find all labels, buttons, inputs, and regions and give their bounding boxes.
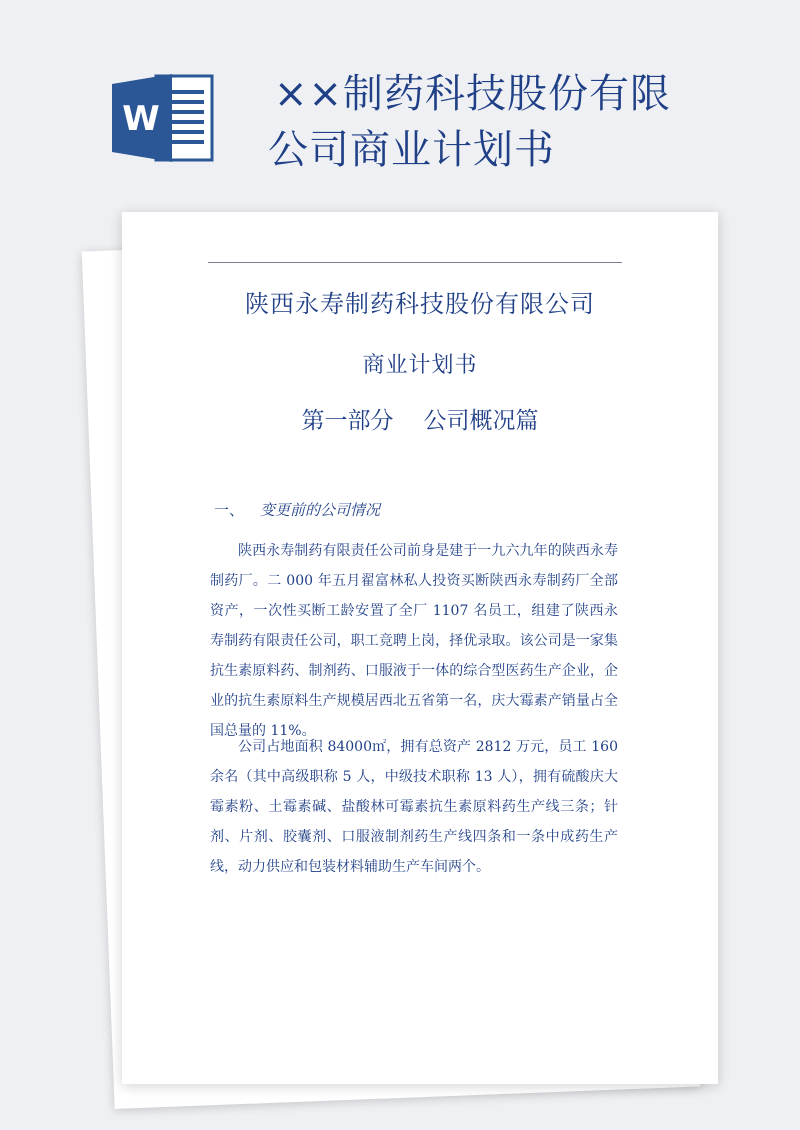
word-icon-letter: W	[122, 99, 160, 139]
part-title: 公司概况篇	[423, 408, 539, 434]
section-title: 变更前的公司情况	[260, 501, 381, 519]
document-page	[122, 212, 718, 1084]
paragraph-history: 陕西永寿制药有限责任公司前身是建于一九六九年的陕西永寿制药厂。二 000 年五月翟富林私人投资买断陕西永寿制药厂全部资产，一次性买断工龄安置了全厂 1107 名员工，组建了陕西永寿制药有限责任公司，职工竞聘上岗，择优录取。该公司是一家集抗生素原料药、制剂药、口服液于一体的综合型医药生产企业，企业的抗生素原料生产规模居西北五省第一名，庆大霉素产销量占全国总量的 11%。	[210, 543, 618, 739]
header-title	[268, 66, 738, 178]
header-title-line1: ××制药科技股份有限	[274, 71, 672, 117]
part-label: 第一部分	[301, 408, 394, 434]
header	[0, 0, 800, 200]
company-name: 陕西永寿制药科技股份有限公司	[245, 290, 595, 318]
section-number: 一、	[214, 501, 245, 519]
word-icon	[112, 72, 216, 164]
part-heading	[122, 402, 718, 435]
document-title: 商业计划书	[362, 353, 478, 378]
paragraph-assets: 公司占地面积 84000㎡，拥有总资产 2812 万元，员工 160 余名（其中高级职称 5 人，中级技术职称 13 人），拥有硫酸庆大霉素粉、土霉素碱、盐酸林可霉素抗生素原料药生产线三条；针剂、片剂、胶囊剂、口服液制剂药生产线四条和一条中成药生产线，动力供应和包装材料辅助生产车间两个。	[210, 739, 618, 875]
top-rule	[208, 262, 622, 263]
header-title-line2: 公司商业计划书	[268, 127, 555, 173]
section-heading	[214, 499, 380, 520]
